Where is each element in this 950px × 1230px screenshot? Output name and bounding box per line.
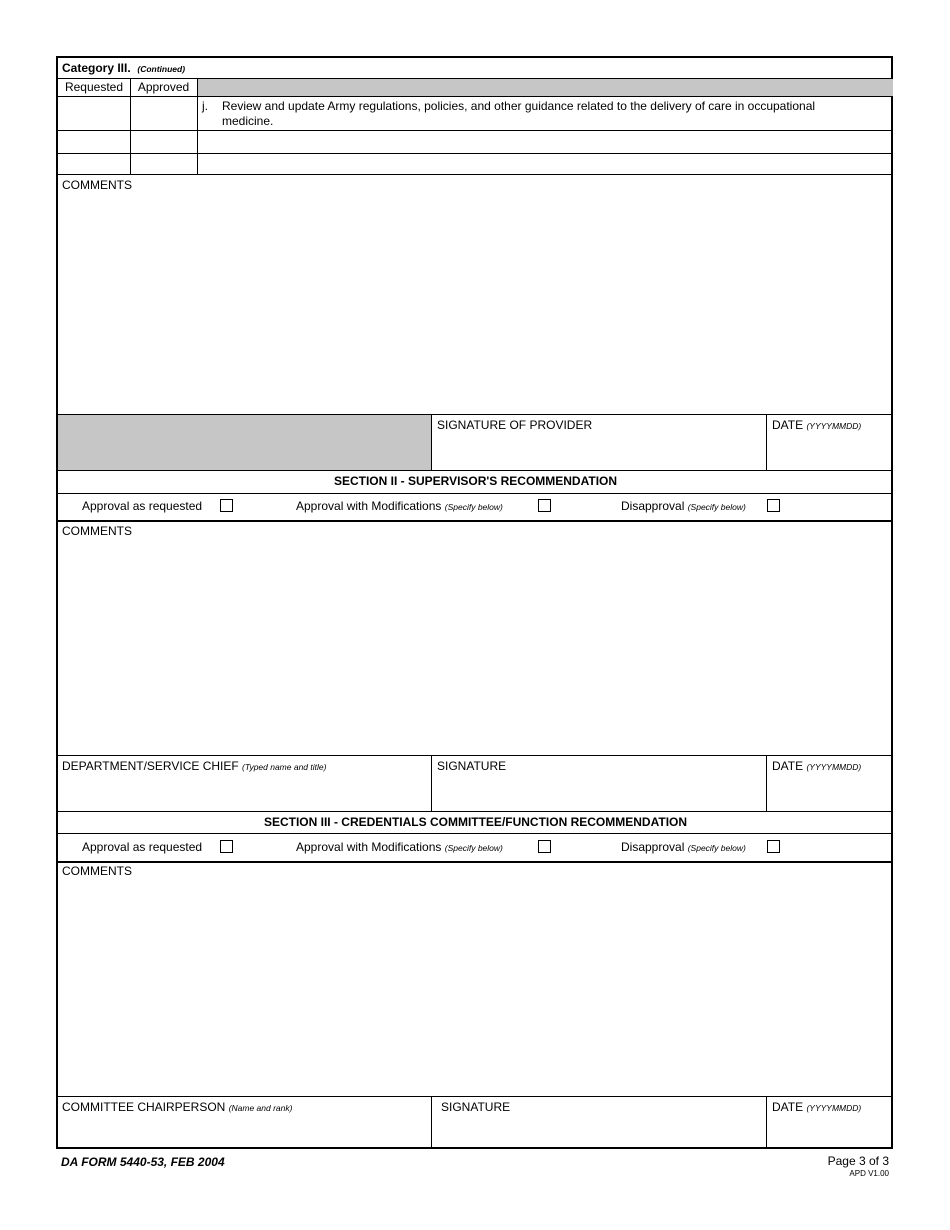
item-j-letter: j.	[202, 99, 208, 113]
s2-chief-field[interactable]	[58, 756, 431, 811]
s2-disapproval-label	[621, 499, 746, 513]
provider-signature-field[interactable]	[432, 415, 766, 470]
blank-row-2-requested-cell[interactable]	[58, 154, 130, 174]
s2-disapproval-text: Disapproval	[621, 499, 685, 513]
s3-approval-checkbox[interactable]	[220, 840, 233, 853]
page-number: Page 3 of 3	[827, 1154, 889, 1168]
s3-disapproval-checkbox[interactable]	[767, 840, 780, 853]
da-form-page	[56, 56, 893, 1149]
s2-modifications-checkbox[interactable]	[538, 499, 551, 512]
col-approved-header: Approved	[137, 80, 190, 94]
s3-approval-label: Approval as requested	[82, 840, 203, 854]
s2-disapproval-note: (Specify below)	[687, 502, 746, 512]
provider-date-format: (YYYYMMDD)	[806, 421, 862, 431]
s2-modifications-label	[296, 499, 503, 513]
s3-modifications-label	[296, 840, 503, 854]
s2-date-field[interactable]	[767, 756, 893, 811]
provider-gray-block	[58, 415, 431, 470]
category-title: Category III.	[62, 61, 131, 75]
section-2-title: SECTION II - SUPERVISOR'S RECOMMENDATION	[333, 474, 618, 488]
s3-signature-field[interactable]	[432, 1097, 766, 1149]
s3-chair-field[interactable]	[58, 1097, 431, 1149]
s2-modifications-text: Approval with Modifications	[296, 499, 442, 513]
s3-date-text: DATE	[772, 1100, 804, 1114]
col-requested-header: Requested	[64, 80, 124, 94]
blank-row-1-approved-cell[interactable]	[131, 131, 197, 153]
provider-date-field[interactable]	[767, 415, 893, 470]
provider-comments-field[interactable]	[62, 194, 888, 412]
form-id: DA FORM 5440-53, FEB 2004	[61, 1155, 225, 1169]
s3-modifications-note: (Specify below)	[444, 843, 503, 853]
item-j-approved-cell[interactable]	[131, 97, 197, 130]
s3-chair-text: COMMITTEE CHAIRPERSON	[62, 1100, 226, 1114]
section-3-title: SECTION III - CREDENTIALS COMMITTEE/FUNCTION RECOMMENDATION	[263, 815, 688, 829]
s2-comments-label: COMMENTS	[62, 524, 132, 538]
s2-modifications-note: (Specify below)	[444, 502, 503, 512]
s3-comments-label: COMMENTS	[62, 864, 132, 878]
s3-disapproval-text: Disapproval	[621, 840, 685, 854]
s2-disapproval-checkbox[interactable]	[767, 499, 780, 512]
s3-date-field[interactable]	[767, 1097, 893, 1149]
s2-approval-checkbox[interactable]	[220, 499, 233, 512]
s2-date-text: DATE	[772, 759, 804, 773]
s2-date-format: (YYYYMMDD)	[806, 762, 862, 772]
s3-date-format: (YYYYMMDD)	[806, 1103, 862, 1113]
s3-signature-label: SIGNATURE	[441, 1100, 511, 1114]
s2-chief-note: (Typed name and title)	[242, 762, 327, 772]
s2-approval-label: Approval as requested	[82, 499, 203, 513]
s3-modifications-text: Approval with Modifications	[296, 840, 442, 854]
blank-row-1-requested-cell[interactable]	[58, 131, 130, 153]
s3-comments-field[interactable]	[62, 880, 888, 1092]
item-j-requested-cell[interactable]	[58, 97, 130, 130]
s2-signature-field[interactable]	[432, 756, 766, 811]
category-header-shade	[197, 79, 893, 96]
provider-comments-label: COMMENTS	[62, 178, 132, 192]
category-heading	[62, 61, 185, 75]
s2-signature-label: SIGNATURE	[437, 759, 507, 773]
s3-chair-note: (Name and rank)	[228, 1103, 293, 1113]
s2-comments-field[interactable]	[62, 540, 888, 752]
provider-signature-label: SIGNATURE OF PROVIDER	[437, 418, 593, 432]
blank-row-2-approved-cell[interactable]	[131, 154, 197, 174]
item-j-text-line2: medicine.	[222, 114, 274, 128]
s3-disapproval-label	[621, 840, 746, 854]
s2-chief-text: DEPARTMENT/SERVICE CHIEF	[62, 759, 239, 773]
provider-date-text: DATE	[772, 418, 804, 432]
form-version: APD V1.00	[849, 1169, 889, 1178]
s3-disapproval-note: (Specify below)	[687, 843, 746, 853]
category-continued: (Continued)	[137, 64, 186, 74]
s3-modifications-checkbox[interactable]	[538, 840, 551, 853]
item-j-text-line1: Review and update Army regulations, policies, and other guidance related to the delivery of care in occupational	[222, 99, 816, 113]
